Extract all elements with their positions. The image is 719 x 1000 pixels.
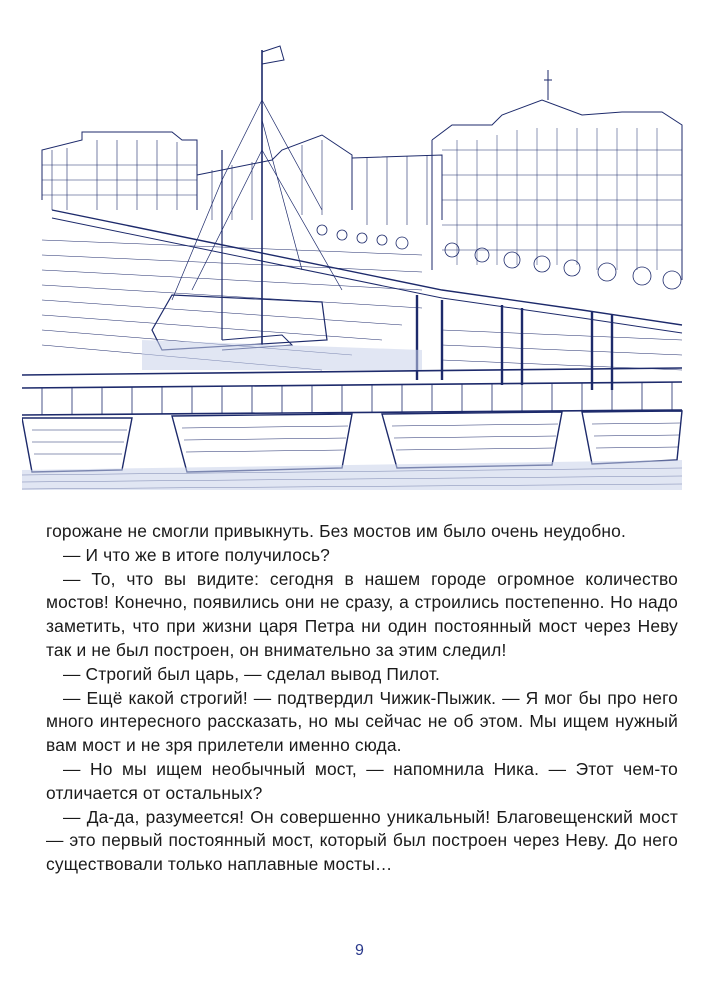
paragraph: — Да-да, разумеется! Он совершенно уникальный! Благовещенский мост — это первый постоянный мост, который был построен через Неву. До него существовали только наплавные мосты… (46, 806, 678, 875)
paragraph: — И что же в итоге получилось? (63, 544, 330, 565)
paragraph: — Но мы ищем необычный мост, — напомнила Ника. — Этот чем-то отличается от остальных? (46, 758, 678, 803)
page-number: 9 (355, 942, 364, 959)
paragraph: — То, что вы видите: сегодня в нашем городе огромное количество мостов! Конечно, появились они не сразу, а строились постепенно. Но надо заметить, что при жизни царя Петра ни один постоянный мост через Неву так и не был построен, он внимательно за этим следил! (46, 568, 678, 660)
paragraph: горожане не смогли привыкнуть. Без мостов им было очень неудобно. (46, 521, 626, 541)
pen-ink-drawing (22, 40, 688, 490)
illustration-floating-bridge (22, 40, 688, 490)
body-text (46, 520, 678, 877)
paragraph: — Строгий был царь, — сделал вывод Пилот. (63, 663, 441, 684)
paragraph: — Ещё какой строгий! — подтвердил Чижик-Пыжик. — Я мог бы про него много интересного рассказать, но мы сейчас не об этом. Мы ищем нужный вам мост и не зря прилетели именно сюда. (46, 687, 678, 756)
